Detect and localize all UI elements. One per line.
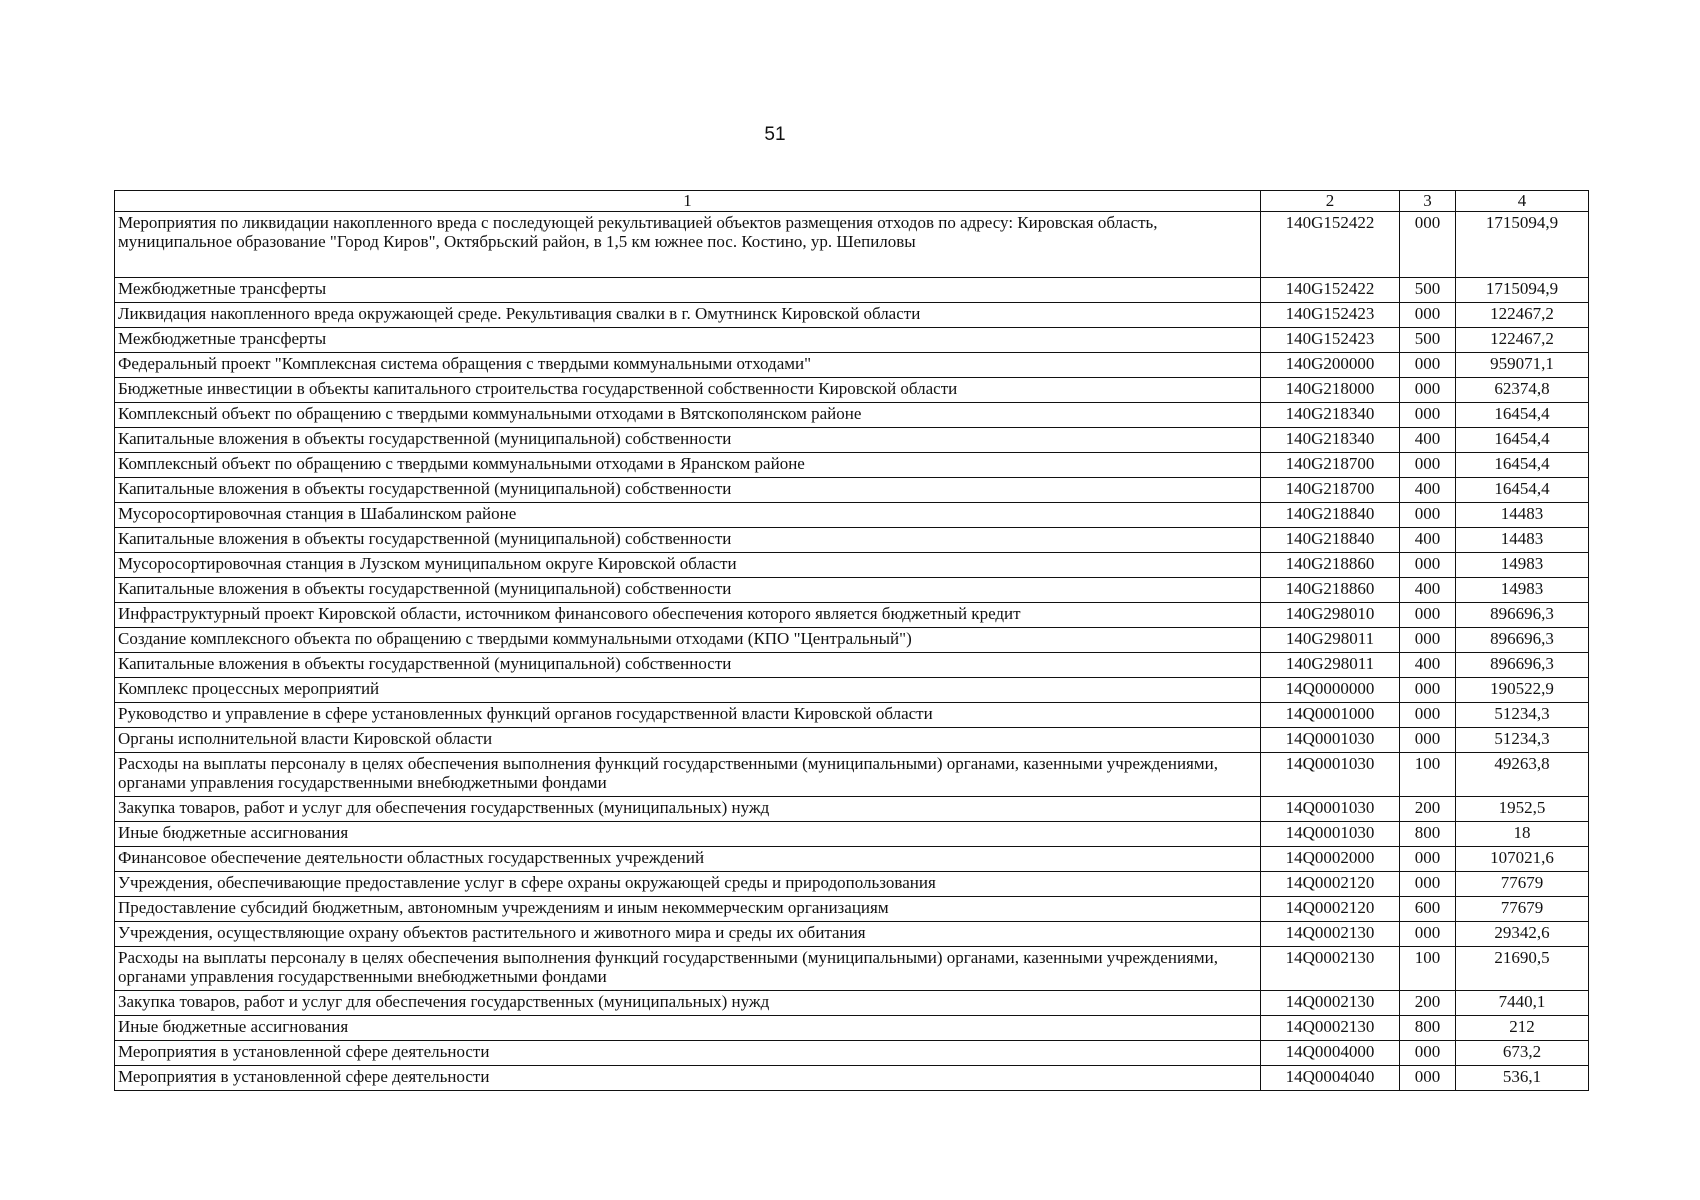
table-row <box>115 453 1589 478</box>
cell-amount: 14983 <box>1456 578 1589 603</box>
column-header-name: 1 <box>115 191 1261 212</box>
table-header-row <box>115 191 1589 212</box>
cell-amount: 190522,9 <box>1456 678 1589 703</box>
cell-code: 14Q0002130 <box>1261 1016 1400 1041</box>
cell-amount: 1715094,9 <box>1456 212 1589 278</box>
cell-name: Капитальные вложения в объекты государственной (муниципальной) собственности <box>115 478 1261 503</box>
table-row <box>115 872 1589 897</box>
cell-code: 140G218860 <box>1261 553 1400 578</box>
cell-expense-kind: 000 <box>1400 728 1456 753</box>
cell-amount: 16454,4 <box>1456 428 1589 453</box>
table-row <box>115 897 1589 922</box>
cell-code: 14Q0001030 <box>1261 797 1400 822</box>
cell-expense-kind: 100 <box>1400 753 1456 797</box>
cell-code: 14Q0001000 <box>1261 703 1400 728</box>
cell-name: Капитальные вложения в объекты государственной (муниципальной) собственности <box>115 428 1261 453</box>
cell-code: 140G218840 <box>1261 503 1400 528</box>
cell-amount: 896696,3 <box>1456 603 1589 628</box>
cell-code: 140G218840 <box>1261 528 1400 553</box>
table-row <box>115 528 1589 553</box>
cell-amount: 122467,2 <box>1456 328 1589 353</box>
cell-expense-kind: 200 <box>1400 991 1456 1016</box>
cell-amount: 1952,5 <box>1456 797 1589 822</box>
cell-name: Комплексный объект по обращению с твердыми коммунальными отходами в Яранском районе <box>115 453 1261 478</box>
cell-name: Ликвидация накопленного вреда окружающей среде. Рекультивация свалки в г. Омутнинск Кировской области <box>115 303 1261 328</box>
cell-name: Капитальные вложения в объекты государственной (муниципальной) собственности <box>115 653 1261 678</box>
table-row <box>115 603 1589 628</box>
cell-code: 140G200000 <box>1261 353 1400 378</box>
cell-amount: 107021,6 <box>1456 847 1589 872</box>
table-row <box>115 553 1589 578</box>
cell-amount: 51234,3 <box>1456 703 1589 728</box>
cell-name: Мероприятия по ликвидации накопленного вреда с последующей рекультивацией объектов размещения отходов по адресу: Кировская область, муниципальное образование "Город Киров", Октябрьский район, в 1,5 км южнее пос. Костино, ур. Шепиловы <box>115 212 1261 278</box>
cell-code: 14Q0002130 <box>1261 991 1400 1016</box>
cell-amount: 77679 <box>1456 897 1589 922</box>
cell-expense-kind: 400 <box>1400 653 1456 678</box>
cell-amount: 21690,5 <box>1456 947 1589 991</box>
table-row <box>115 728 1589 753</box>
cell-amount: 14983 <box>1456 553 1589 578</box>
cell-amount: 959071,1 <box>1456 353 1589 378</box>
cell-name: Закупка товаров, работ и услуг для обеспечения государственных (муниципальных) нужд <box>115 991 1261 1016</box>
cell-amount: 51234,3 <box>1456 728 1589 753</box>
table-row <box>115 753 1589 797</box>
table-row <box>115 1041 1589 1066</box>
cell-expense-kind: 600 <box>1400 897 1456 922</box>
table-row <box>115 212 1589 278</box>
cell-code: 140G298011 <box>1261 628 1400 653</box>
table-row <box>115 478 1589 503</box>
cell-expense-kind: 800 <box>1400 822 1456 847</box>
table-row <box>115 847 1589 872</box>
cell-expense-kind: 000 <box>1400 303 1456 328</box>
table-row <box>115 278 1589 303</box>
cell-code: 14Q0004040 <box>1261 1066 1400 1091</box>
cell-amount: 77679 <box>1456 872 1589 897</box>
cell-expense-kind: 000 <box>1400 353 1456 378</box>
cell-amount: 122467,2 <box>1456 303 1589 328</box>
cell-code: 14Q0002120 <box>1261 897 1400 922</box>
cell-amount: 673,2 <box>1456 1041 1589 1066</box>
cell-code: 14Q0002130 <box>1261 922 1400 947</box>
cell-code: 14Q0001030 <box>1261 822 1400 847</box>
table-row <box>115 353 1589 378</box>
cell-amount: 7440,1 <box>1456 991 1589 1016</box>
cell-name: Расходы на выплаты персоналу в целях обеспечения выполнения функций государственными (муниципальными) органами, казенными учреждениями, органами управления государственными внебюджетными фондами <box>115 753 1261 797</box>
cell-name: Учреждения, обеспечивающие предоставление услуг в сфере охраны окружающей среды и природопользования <box>115 872 1261 897</box>
cell-code: 14Q0001030 <box>1261 753 1400 797</box>
cell-expense-kind: 000 <box>1400 378 1456 403</box>
cell-code: 140G152423 <box>1261 328 1400 353</box>
cell-name: Федеральный проект "Комплексная система обращения с твердыми коммунальными отходами" <box>115 353 1261 378</box>
cell-expense-kind: 000 <box>1400 1066 1456 1091</box>
table-row <box>115 797 1589 822</box>
table-body <box>115 212 1589 1091</box>
cell-name: Инфраструктурный проект Кировской области, источником финансового обеспечения которого является бюджетный кредит <box>115 603 1261 628</box>
table-row <box>115 328 1589 353</box>
column-header-kind: 3 <box>1400 191 1456 212</box>
cell-name: Закупка товаров, работ и услуг для обеспечения государственных (муниципальных) нужд <box>115 797 1261 822</box>
cell-name: Финансовое обеспечение деятельности областных государственных учреждений <box>115 847 1261 872</box>
cell-name: Учреждения, осуществляющие охрану объектов растительного и животного мира и среды их обитания <box>115 922 1261 947</box>
cell-name: Комплекс процессных мероприятий <box>115 678 1261 703</box>
cell-code: 140G218700 <box>1261 478 1400 503</box>
table-row <box>115 403 1589 428</box>
table-row <box>115 947 1589 991</box>
cell-code: 140G218700 <box>1261 453 1400 478</box>
cell-expense-kind: 000 <box>1400 603 1456 628</box>
cell-name: Мусоросортировочная станция в Лузском муниципальном округе Кировской области <box>115 553 1261 578</box>
cell-amount: 18 <box>1456 822 1589 847</box>
table-row <box>115 653 1589 678</box>
table-row <box>115 1066 1589 1091</box>
cell-expense-kind: 100 <box>1400 947 1456 991</box>
table-row <box>115 578 1589 603</box>
cell-code: 140G152423 <box>1261 303 1400 328</box>
cell-name: Создание комплексного объекта по обращению с твердыми коммунальными отходами (КПО "Центральный") <box>115 628 1261 653</box>
cell-code: 14Q0001030 <box>1261 728 1400 753</box>
budget-table <box>114 190 1589 1091</box>
page-number: 51 <box>764 124 786 145</box>
cell-amount: 62374,8 <box>1456 378 1589 403</box>
cell-name: Межбюджетные трансферты <box>115 328 1261 353</box>
cell-amount: 1715094,9 <box>1456 278 1589 303</box>
cell-code: 140G218340 <box>1261 403 1400 428</box>
cell-code: 14Q0000000 <box>1261 678 1400 703</box>
cell-amount: 14483 <box>1456 528 1589 553</box>
cell-expense-kind: 400 <box>1400 578 1456 603</box>
cell-name: Бюджетные инвестиции в объекты капитального строительства государственной собственности Кировской области <box>115 378 1261 403</box>
cell-name: Межбюджетные трансферты <box>115 278 1261 303</box>
cell-code: 140G298010 <box>1261 603 1400 628</box>
cell-amount: 16454,4 <box>1456 403 1589 428</box>
cell-name: Иные бюджетные ассигнования <box>115 1016 1261 1041</box>
cell-amount: 16454,4 <box>1456 453 1589 478</box>
table-row <box>115 678 1589 703</box>
table-row <box>115 703 1589 728</box>
cell-amount: 212 <box>1456 1016 1589 1041</box>
cell-name: Капитальные вложения в объекты государственной (муниципальной) собственности <box>115 528 1261 553</box>
cell-expense-kind: 400 <box>1400 478 1456 503</box>
cell-amount: 14483 <box>1456 503 1589 528</box>
cell-expense-kind: 000 <box>1400 703 1456 728</box>
table-row <box>115 1016 1589 1041</box>
table-row <box>115 378 1589 403</box>
cell-code: 14Q0002130 <box>1261 947 1400 991</box>
cell-code: 14Q0004000 <box>1261 1041 1400 1066</box>
cell-expense-kind: 400 <box>1400 528 1456 553</box>
cell-expense-kind: 000 <box>1400 922 1456 947</box>
column-header-code: 2 <box>1261 191 1400 212</box>
cell-expense-kind: 200 <box>1400 797 1456 822</box>
cell-amount: 896696,3 <box>1456 628 1589 653</box>
table-row <box>115 428 1589 453</box>
cell-amount: 29342,6 <box>1456 922 1589 947</box>
cell-name: Предоставление субсидий бюджетным, автономным учреждениям и иным некоммерческим организациям <box>115 897 1261 922</box>
cell-expense-kind: 500 <box>1400 328 1456 353</box>
cell-code: 140G218340 <box>1261 428 1400 453</box>
table-row <box>115 922 1589 947</box>
cell-amount: 536,1 <box>1456 1066 1589 1091</box>
cell-expense-kind: 400 <box>1400 428 1456 453</box>
cell-expense-kind: 000 <box>1400 553 1456 578</box>
cell-code: 14Q0002000 <box>1261 847 1400 872</box>
cell-amount: 896696,3 <box>1456 653 1589 678</box>
cell-expense-kind: 500 <box>1400 278 1456 303</box>
cell-code: 140G152422 <box>1261 212 1400 278</box>
table-row <box>115 303 1589 328</box>
cell-name: Мусоросортировочная станция в Шабалинском районе <box>115 503 1261 528</box>
table-row <box>115 822 1589 847</box>
cell-expense-kind: 000 <box>1400 503 1456 528</box>
cell-name: Капитальные вложения в объекты государственной (муниципальной) собственности <box>115 578 1261 603</box>
cell-name: Расходы на выплаты персоналу в целях обеспечения выполнения функций государственными (муниципальными) органами, казенными учреждениями, органами управления государственными внебюджетными фондами <box>115 947 1261 991</box>
cell-name: Комплексный объект по обращению с твердыми коммунальными отходами в Вятскополянском районе <box>115 403 1261 428</box>
cell-expense-kind: 000 <box>1400 1041 1456 1066</box>
cell-code: 14Q0002120 <box>1261 872 1400 897</box>
cell-expense-kind: 800 <box>1400 1016 1456 1041</box>
cell-amount: 49263,8 <box>1456 753 1589 797</box>
cell-name: Мероприятия в установленной сфере деятельности <box>115 1041 1261 1066</box>
cell-expense-kind: 000 <box>1400 453 1456 478</box>
cell-name: Руководство и управление в сфере установленных функций органов государственной власти Кировской области <box>115 703 1261 728</box>
cell-expense-kind: 000 <box>1400 678 1456 703</box>
cell-amount: 16454,4 <box>1456 478 1589 503</box>
cell-code: 140G298011 <box>1261 653 1400 678</box>
table-row <box>115 628 1589 653</box>
cell-name: Органы исполнительной власти Кировской области <box>115 728 1261 753</box>
table-row <box>115 991 1589 1016</box>
table-row <box>115 503 1589 528</box>
cell-expense-kind: 000 <box>1400 872 1456 897</box>
cell-name: Иные бюджетные ассигнования <box>115 822 1261 847</box>
cell-name: Мероприятия в установленной сфере деятельности <box>115 1066 1261 1091</box>
cell-expense-kind: 000 <box>1400 628 1456 653</box>
cell-expense-kind: 000 <box>1400 403 1456 428</box>
cell-code: 140G218000 <box>1261 378 1400 403</box>
cell-code: 140G218860 <box>1261 578 1400 603</box>
cell-expense-kind: 000 <box>1400 212 1456 278</box>
cell-code: 140G152422 <box>1261 278 1400 303</box>
column-header-amount: 4 <box>1456 191 1589 212</box>
cell-expense-kind: 000 <box>1400 847 1456 872</box>
